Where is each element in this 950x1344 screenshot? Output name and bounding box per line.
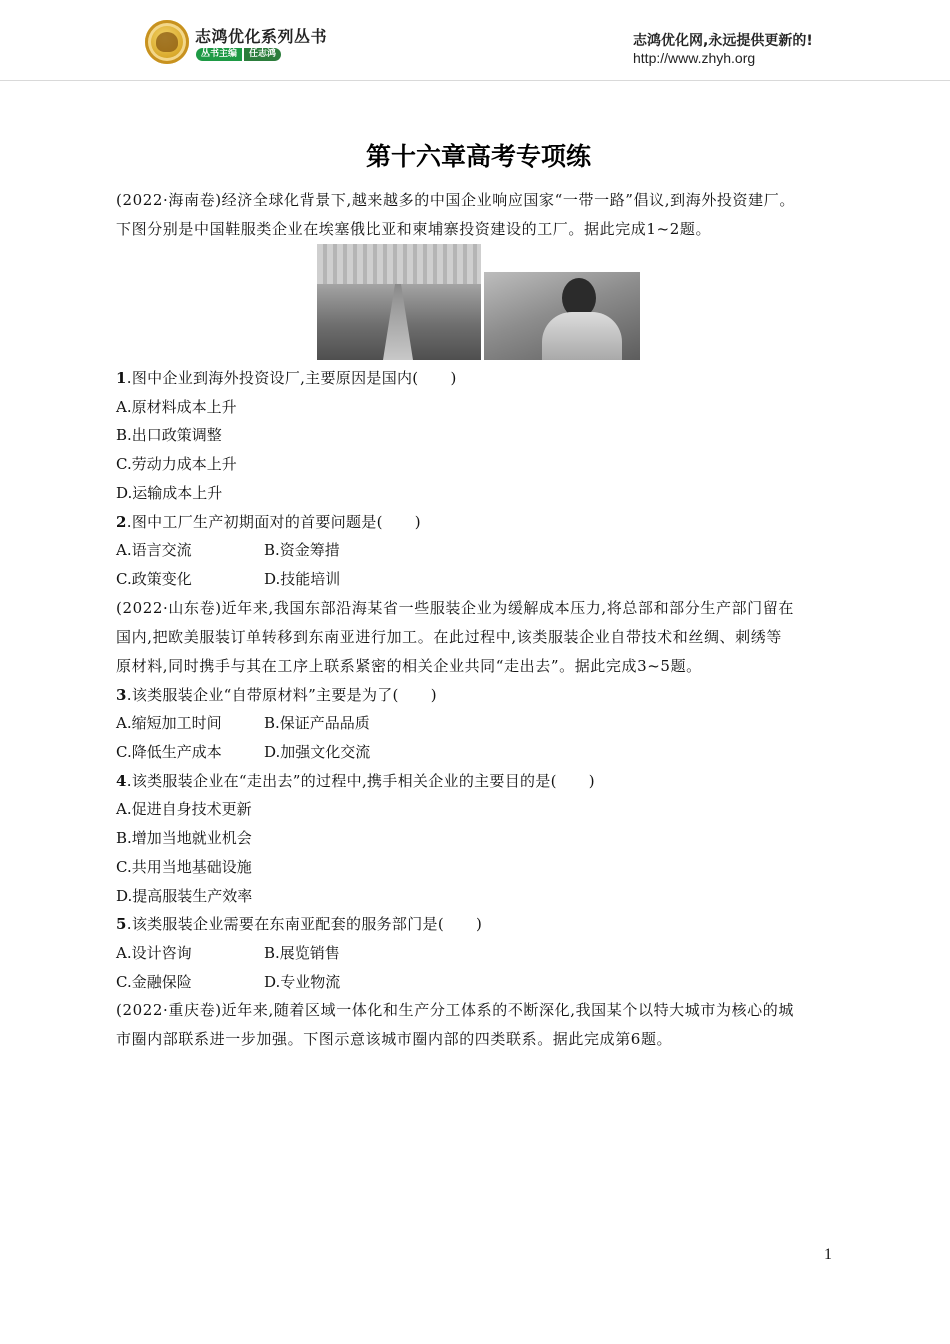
factory-photos xyxy=(116,244,841,362)
q4-option-d[interactable]: D.提高服装生产效率 xyxy=(116,886,253,905)
q5-option-b[interactable]: B.展览销售 xyxy=(264,943,340,962)
question-1-stem: .图中企业到海外投资设厂,主要原因是国内( xyxy=(126,369,419,387)
q3-options-row-1 xyxy=(116,709,841,738)
q4-option-c[interactable]: C.共用当地基础设施 xyxy=(116,857,252,876)
page-header xyxy=(0,0,950,80)
page-content xyxy=(116,140,841,1054)
question-5-number: 5 xyxy=(116,915,127,934)
header-url[interactable]: http://www.zhyh.org xyxy=(633,50,756,66)
question-3 xyxy=(116,681,841,710)
badge-label: 丛书主编 xyxy=(196,48,242,61)
q3-options-row-2 xyxy=(116,738,841,767)
factory-floor-photo xyxy=(317,244,481,360)
q1-option-b[interactable]: B.出口政策调整 xyxy=(116,426,222,445)
passage-2-line-2: 国内,把欧美服装订单转移到东南亚进行加工。在此过程中,该类服装企业自带技术和丝绸、刺绣等 xyxy=(116,627,782,646)
q5-options-row-1 xyxy=(116,939,841,968)
q3-option-a[interactable]: A.缩短加工时间 xyxy=(116,714,222,733)
question-1-close: ) xyxy=(450,369,457,387)
passage-3-line-1: (2022·重庆卷)近年来,随着区域一体化和生产分工体系的不断深化,我国某个以特大城市为核心的城 xyxy=(116,1001,794,1020)
badge-name: 任志鸿 xyxy=(244,48,281,61)
q1-option-d[interactable]: D.运输成本上升 xyxy=(116,483,223,502)
passage-2-line-3: 原材料,同时携手与其在工序上联系紧密的相关企业共同“走出去”。据此完成3~5题。 xyxy=(116,656,702,675)
question-1-number: 1 xyxy=(116,369,127,387)
brand-title: 志鸿优化系列丛书 xyxy=(195,27,328,46)
question-2-number: 2 xyxy=(116,512,127,531)
question-3-close: ) xyxy=(430,685,437,704)
q5-option-a[interactable]: A.设计咨询 xyxy=(116,943,192,962)
q4-option-b[interactable]: B.增加当地就业机会 xyxy=(116,829,252,848)
passage-3-line-2: 市圈内部联系进一步加强。下图示意该城市圈内部的四类联系。据此完成第6题。 xyxy=(116,1030,673,1049)
passage-1-line-2: 下图分别是中国鞋服类企业在埃塞俄比亚和柬埔寨投资建设的工厂。据此完成1~2题。 xyxy=(116,220,712,238)
editor-badge xyxy=(196,48,281,61)
q1-option-a[interactable]: A.原材料成本上升 xyxy=(116,397,237,416)
question-4 xyxy=(116,767,841,796)
header-divider xyxy=(0,80,950,81)
q5-options-row-2 xyxy=(116,968,841,997)
brand-seal-logo xyxy=(145,20,189,64)
question-4-stem: .该类服装企业在“走出去”的过程中,携手相关企业的主要目的是( xyxy=(126,771,557,790)
page-number: 1 xyxy=(824,1246,832,1263)
question-4-number: 4 xyxy=(116,771,127,790)
question-5-stem: .该类服装企业需要在东南亚配套的服务部门是( xyxy=(126,915,444,934)
q5-option-d[interactable]: D.专业物流 xyxy=(264,972,341,991)
q2-options-row-2 xyxy=(116,565,841,594)
header-slogan: 志鸿优化网,永远提供更新的! xyxy=(633,33,813,49)
q3-option-c[interactable]: C.降低生产成本 xyxy=(116,743,222,762)
question-5 xyxy=(116,910,841,939)
question-2-stem: .图中工厂生产初期面对的首要问题是( xyxy=(126,512,383,531)
question-2-close: ) xyxy=(414,512,421,531)
q4-option-a[interactable]: A.促进自身技术更新 xyxy=(116,800,252,819)
passage-1-line-1: (2022·海南卷)经济全球化背景下,越来越多的中国企业响应国家“一带一路”倡议,到海外投资建厂。 xyxy=(116,191,795,209)
q2-option-c[interactable]: C.政策变化 xyxy=(116,569,192,588)
q2-options-row-1 xyxy=(116,536,841,565)
q2-option-b[interactable]: B.资金筹措 xyxy=(264,541,340,560)
q3-option-d[interactable]: D.加强文化交流 xyxy=(264,743,371,762)
passage-2-line-1: (2022·山东卷)近年来,我国东部沿海某省一些服装企业为缓解成本压力,将总部和部分生产部门留在 xyxy=(116,598,794,617)
q2-option-a[interactable]: A.语言交流 xyxy=(116,541,192,560)
q2-option-d[interactable]: D.技能培训 xyxy=(264,569,341,588)
question-3-stem: .该类服装企业“自带原材料”主要是为了( xyxy=(126,685,399,704)
q1-option-c[interactable]: C.劳动力成本上升 xyxy=(116,455,237,474)
question-1 xyxy=(116,364,841,393)
question-3-number: 3 xyxy=(116,685,127,704)
worker-sewing-photo xyxy=(484,272,640,360)
question-4-close: ) xyxy=(588,771,595,790)
question-2 xyxy=(116,508,841,537)
q3-option-b[interactable]: B.保证产品品质 xyxy=(264,714,370,733)
page-title: 第十六章高考专项练 xyxy=(365,142,591,171)
question-5-close: ) xyxy=(475,915,483,934)
q5-option-c[interactable]: C.金融保险 xyxy=(116,972,192,991)
